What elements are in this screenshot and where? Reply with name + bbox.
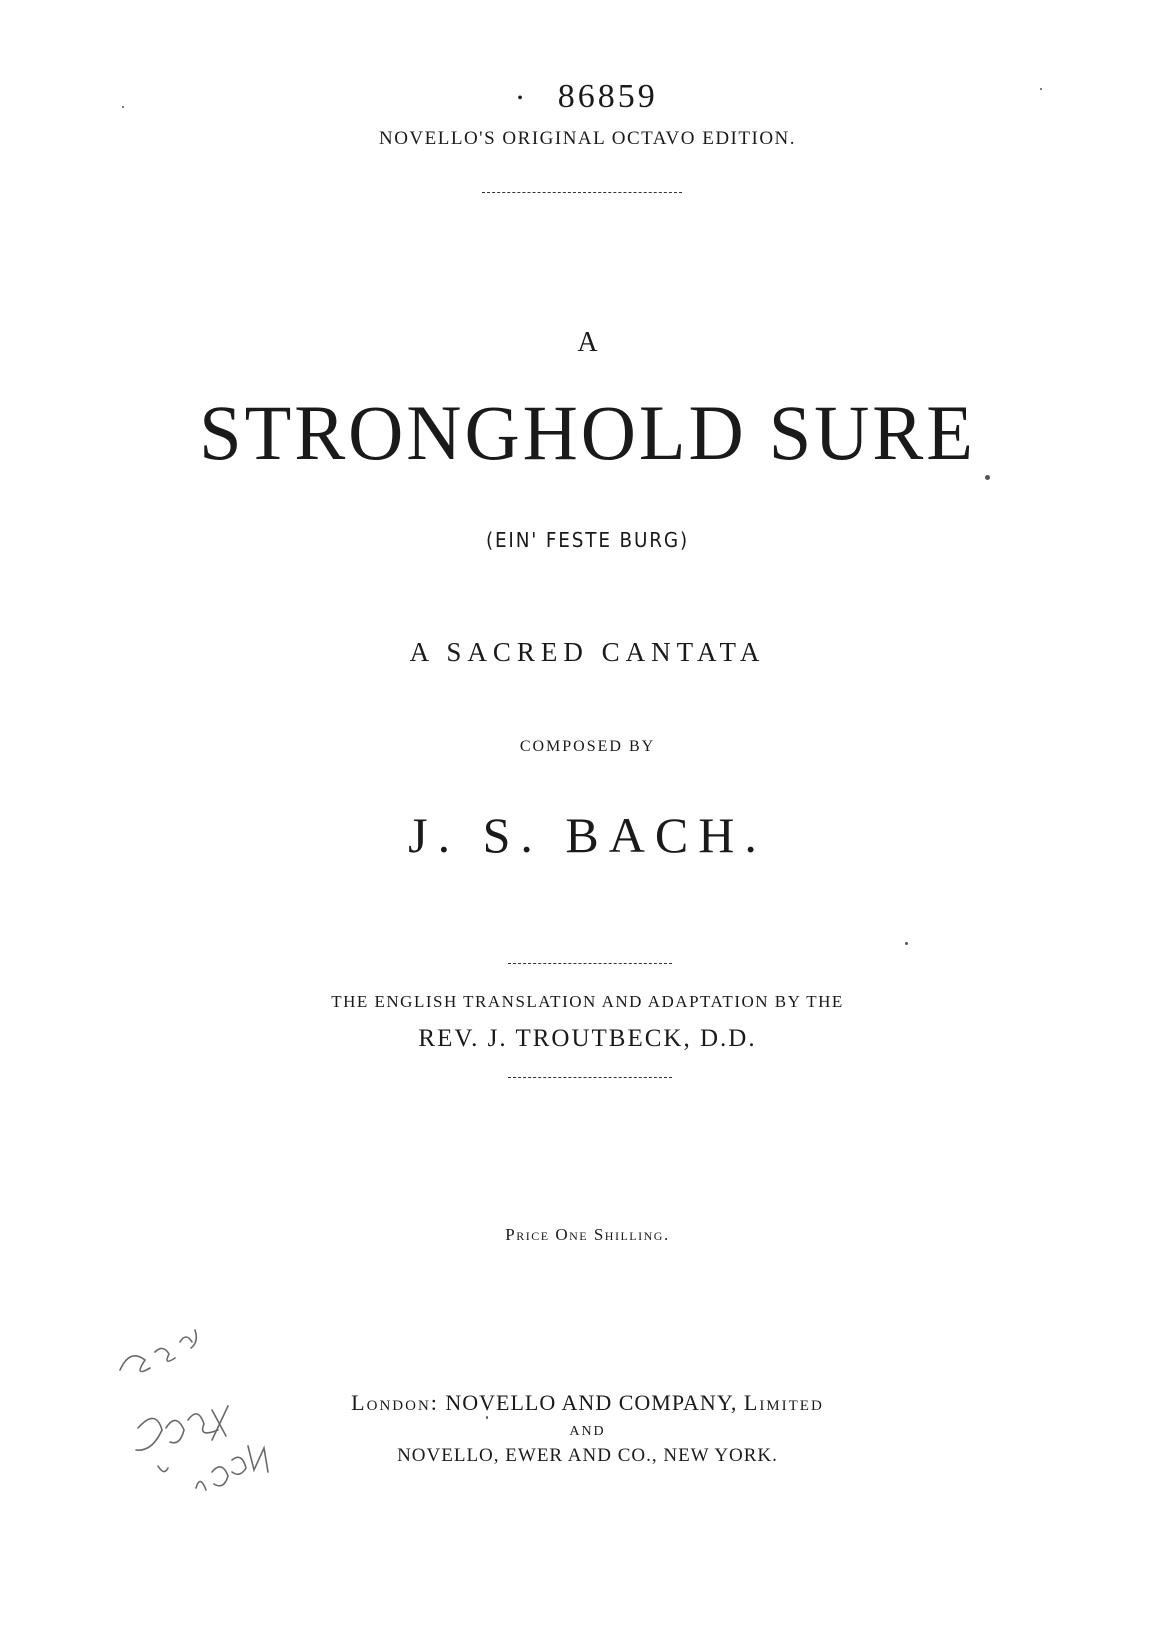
ink-speck [122,106,124,108]
divider-middle-lower [508,1077,672,1078]
divider-middle-upper [508,963,672,964]
ink-speck [985,475,990,480]
publisher-new-york: NOVELLO, EWER AND CO., NEW YORK. [397,1445,778,1466]
translator-name: REV. J. TROUTBECK, D.D. [418,1025,757,1052]
divider-top [482,192,682,193]
catalog-bullet: • [517,90,526,108]
composer-name: J. S. BACH. [408,807,767,863]
publisher-and: AND [569,1424,606,1439]
page-title: STRONGHOLD SURE [199,389,976,476]
publisher-london-name: NOVELLO AND COMPANY, [445,1390,738,1415]
price-line: Price One Shilling. [505,1225,670,1244]
catalog-number-text: 86859 [557,78,658,115]
publisher-limited: Limited [743,1390,824,1415]
ink-speck [1040,88,1042,90]
ink-speck [905,942,908,945]
handwritten-stamp [100,1310,300,1550]
composed-by-label: COMPOSED BY [519,738,656,755]
publisher-london-label: London: [351,1390,439,1415]
ink-speck [486,1416,488,1419]
title-article: A [577,327,598,358]
catalog-number [0,78,1175,116]
translation-credit: THE ENGLISH TRANSLATION AND ADAPTATION BY THE [331,992,844,1011]
subtitle: (EIN' FESTE BURG) [485,528,690,552]
genre-line: A SACRED CANTATA [409,637,766,667]
edition-line: NOVELLO'S ORIGINAL OCTAVO EDITION. [378,128,797,149]
